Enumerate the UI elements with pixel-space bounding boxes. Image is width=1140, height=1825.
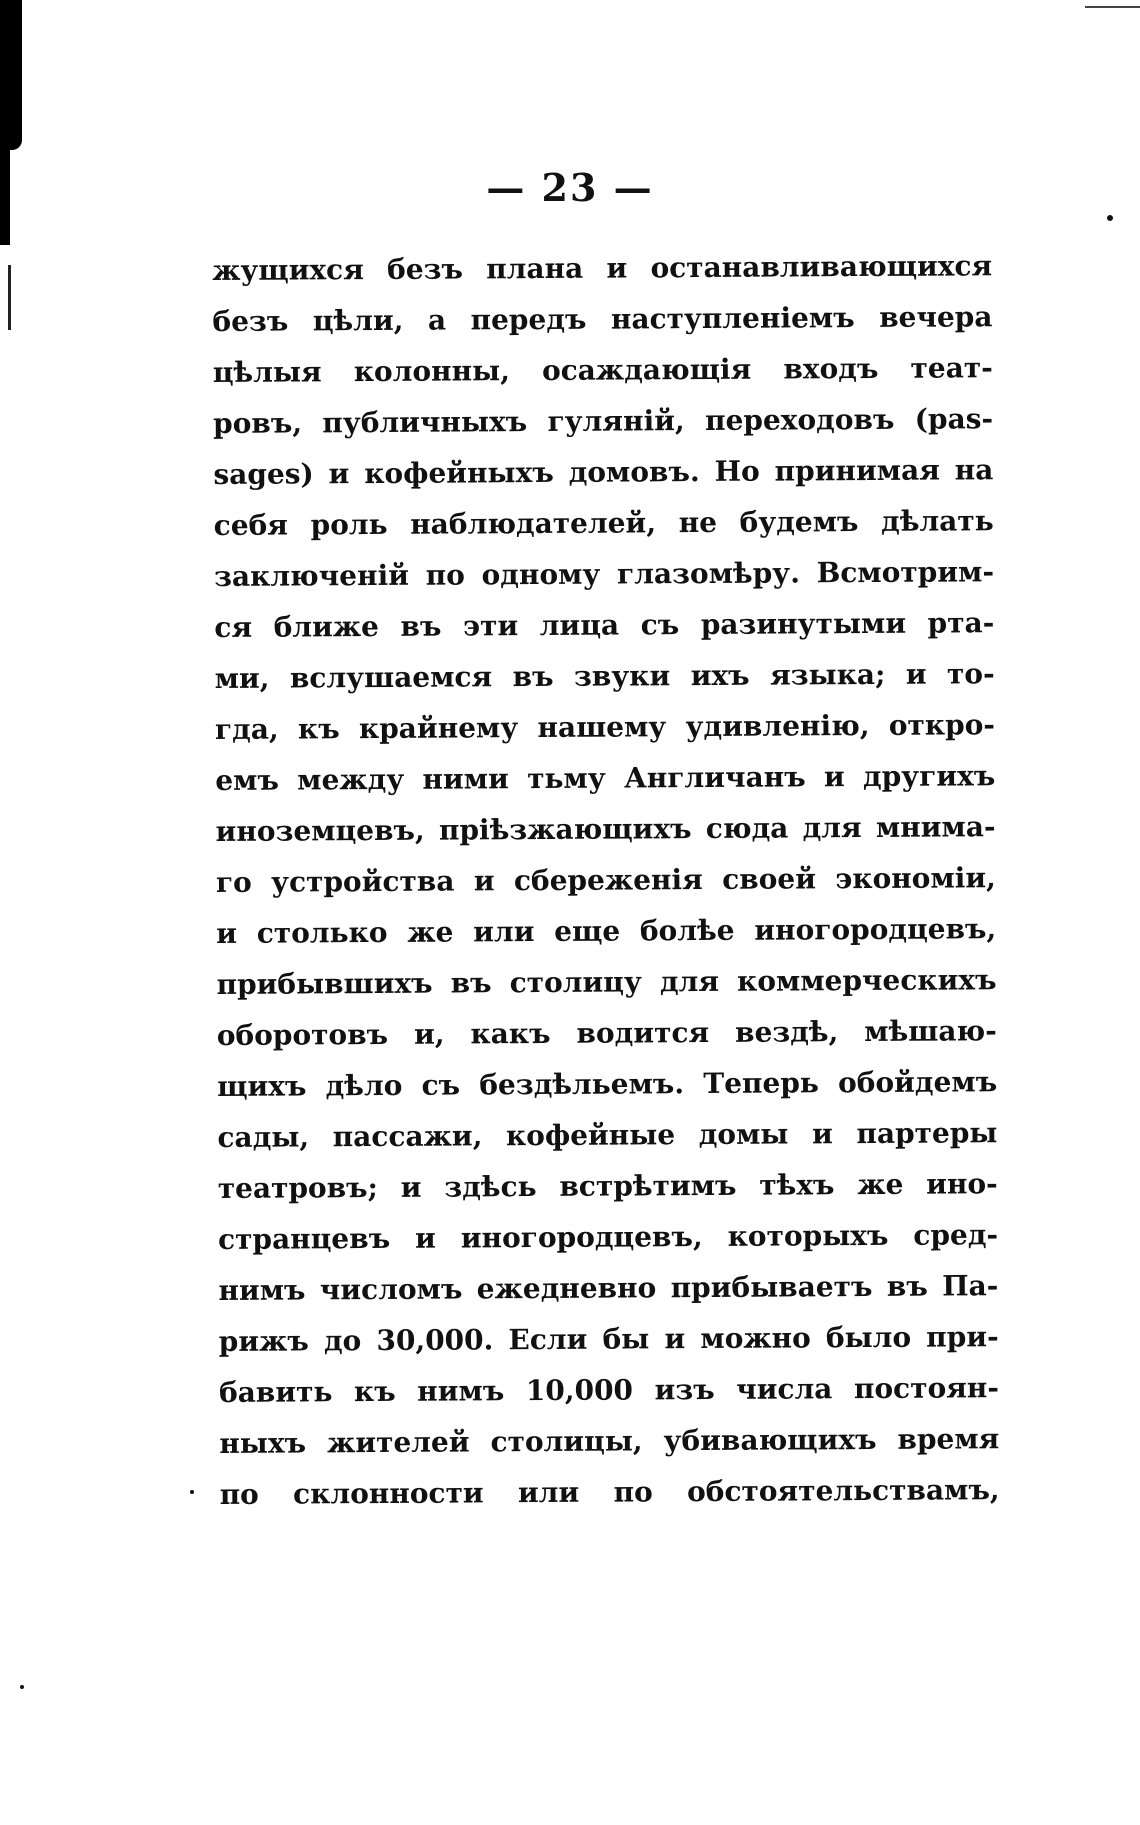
- ink-speck: [20, 1685, 24, 1689]
- text-line: емъ между ними тьму Англичанъ и другихъ: [215, 759, 996, 797]
- text-line: заключеній по одному глазомѣру. Всмотрим-: [213, 555, 995, 593]
- text-line: рижъ до 30,000. Если бы и можно было при-: [218, 1320, 999, 1358]
- scan-blot: [0, 0, 22, 150]
- scan-corner-mark: [1085, 0, 1140, 8]
- ink-speck: [190, 1490, 194, 1494]
- text-line: щихъ дѣло съ бездѣльемъ. Теперь обойдемъ: [217, 1065, 998, 1103]
- ink-speck: [1107, 215, 1113, 221]
- text-line: прибывшихъ въ столицу для коммерческихъ: [216, 963, 997, 1001]
- text-line: по склонности или по обстоятельствамъ,: [219, 1473, 1000, 1511]
- text-line: нимъ числомъ ежедневно прибываетъ въ Па-: [218, 1269, 999, 1307]
- text-line: жущихся безъ плана и останавливающихся: [212, 249, 993, 287]
- text-line: ровъ, публичныхъ гуляній, переходовъ (pas-: [212, 402, 994, 440]
- text-line: и столько же или еще болѣе иногородцевъ,: [216, 912, 997, 950]
- page-number: — 23 —: [486, 165, 654, 210]
- text-line: бавить къ нимъ 10,000 изъ числа постоян-: [218, 1371, 1000, 1409]
- text-line: ныхъ жителей столицы, убивающихъ время: [219, 1422, 1000, 1460]
- text-line: цѣлыя колонны, осаждающія входъ теат-: [212, 351, 993, 389]
- text-line: ся ближе въ эти лица съ разинутыми рта-: [214, 606, 995, 644]
- text-line: сады, пассажи, кофейные домы и партеры: [217, 1116, 998, 1154]
- text-line: себя роль наблюдателей, не будемъ дѣлать: [213, 504, 994, 542]
- text-line: иноземцевъ, пріѣзжающихъ сюда для мнима-: [215, 810, 996, 848]
- text-line: го устройства и сбереженія своей экономіи,: [215, 861, 996, 899]
- text-line: странцевъ и иногородцевъ, которыхъ сред-: [217, 1218, 999, 1256]
- text-line: гда, къ крайнему нашему удивленію, откро-: [214, 708, 996, 746]
- text-line: театровъ; и здѣсь встрѣтимъ тѣхъ же ино-: [217, 1167, 998, 1205]
- text-line: оборотовъ и, какъ водится вездѣ, мѣшаю-: [216, 1014, 997, 1052]
- body-text: [212, 240, 1000, 1520]
- text-line: ми, вслушаемся въ звуки ихъ языка; и то-: [214, 657, 995, 695]
- text-line: безъ цѣли, а передъ наступленіемъ вечера: [212, 300, 993, 338]
- text-line: sages) и кофейныхъ домовъ. Но принимая на: [213, 453, 994, 491]
- scan-blot: [8, 265, 11, 330]
